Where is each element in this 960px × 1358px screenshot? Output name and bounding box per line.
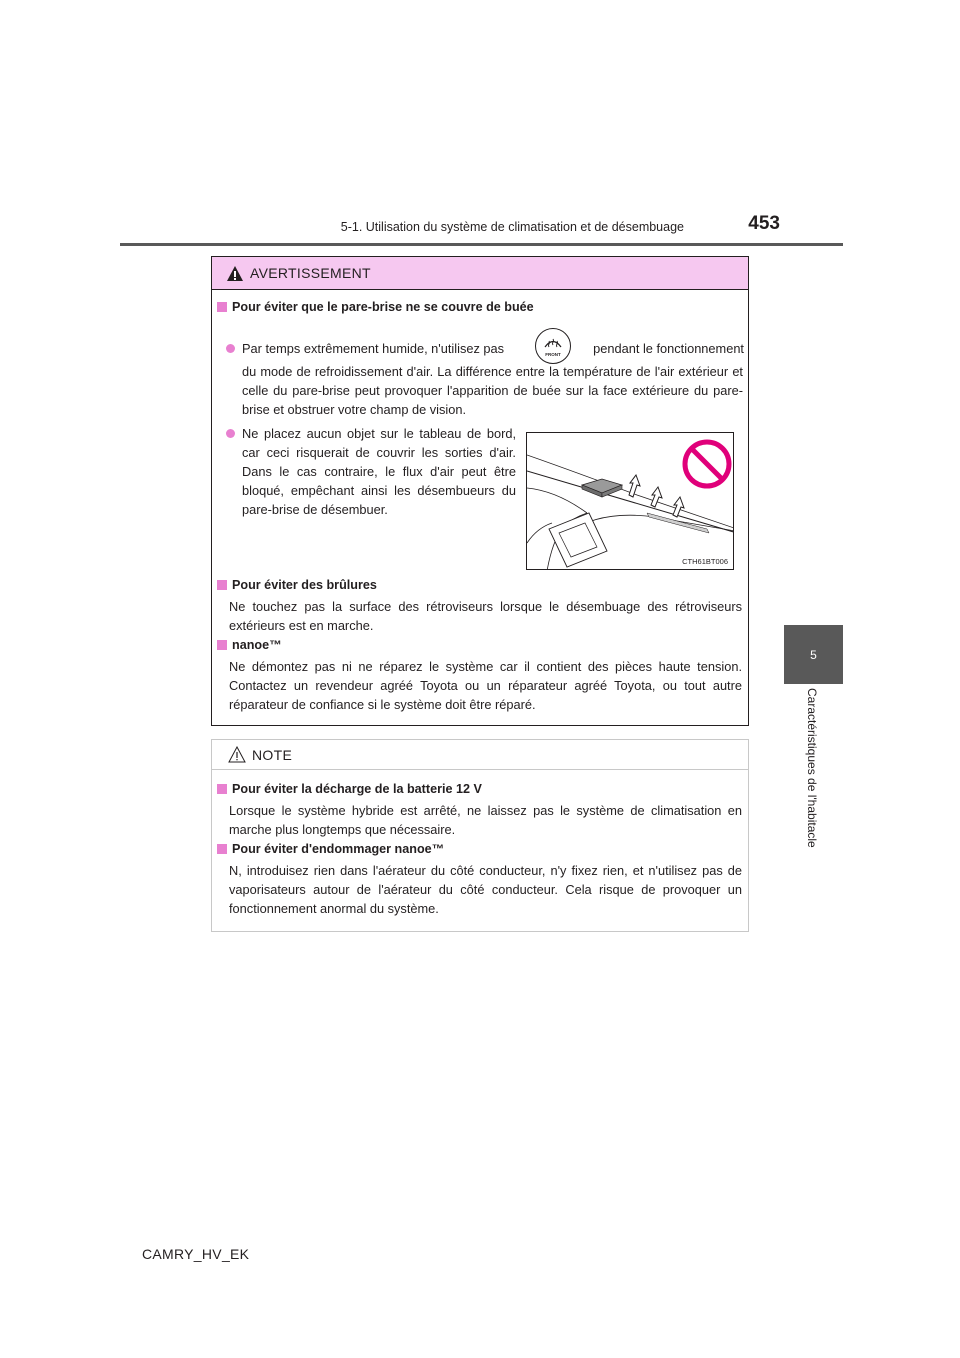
square-bullet-icon [217,580,227,590]
warning-triangle-icon [226,265,244,282]
warning-heading-fog [217,300,534,314]
note-title: NOTE [252,746,293,763]
chapter-side-label [800,688,824,868]
warning-item-humid-rest: du mode de refroidissement d'air. La différence entre la température de l'air extérieur et celle du pare-brise peut provoquer l'apparition de buée sur la face extérieure du pare-brise et obstruer votre champ de vision. [242,364,743,417]
item-dashboard-text: Ne placez aucun objet sur le tableau de bord, car ceci risquerait de couvrir les sorties d'air. Dans le cas contraire, le flux d'air peut être bloqué, empêchant ainsi les désembueurs du pare-brise de désembuer. [242,426,516,517]
warning-title: AVERTISSEMENT [250,265,371,281]
section-title: 5-1. Utilisation du système de climatisation et de désembuage [340,220,684,234]
note-battery-body: Lorsque le système hybride est arrêté, ne laissez pas le système de climatisation en marche plus longtemps que nécessaire. [229,803,742,837]
airflow-arrow-1 [629,475,640,497]
warning-heading-nanoe [217,638,282,652]
illustration-code: CTH61BT006 [682,557,728,566]
warning-heading-nanoe-text: nanoe™ [232,638,282,652]
prohibition-icon [685,442,729,486]
square-bullet-icon [217,844,227,854]
note-header [212,740,748,770]
square-bullet-icon [217,784,227,794]
chapter-title: Caractéristiques de l'habitacle [805,688,819,848]
airflow-arrow-3 [673,497,684,517]
warning-item-dashboard [242,424,516,519]
warning-heading-fog-text: Pour éviter que le pare-brise ne se couvre de buée [232,300,534,314]
chapter-tab [784,625,843,684]
item-humid-text-b: pendant le fonctionnement [593,341,744,356]
front-button-label: FRONT [545,352,561,357]
warning-nanoe-body: Ne démontez pas ni ne réparez le système car il contient des pièces haute tension. Contactez un revendeur agréé Toyota ou un réparateur agréé Toyota, ou tout autre réparateur de confiance si le système doit être réparé. [229,659,742,712]
item-humid-text-a: Par temps extrêmement humide, n'utilisez pas [242,341,505,356]
front-defroster-button-icon [534,327,572,365]
warning-burns-body: Ne touchez pas la surface des rétroviseurs lorsque le désembuage des rétroviseurs extérieurs est en marche. [229,599,742,633]
warning-header [212,257,748,290]
page-number: 453 [748,213,780,234]
round-bullet-icon [226,344,235,353]
note-heading-nanoe-text: Pour éviter d'endommager nanoe™ [232,842,445,856]
dashboard-vent-drawing [527,433,734,570]
note-nanoe-body: N, introduisez rien dans l'aérateur du côté conducteur, n'y fixez rien, et n'utilisez pas de vaporisateurs autour de l'aérateur du côté conducteur. Cela risque de provoquer un fonctionnement anormal du système. [229,863,742,916]
square-bullet-icon [217,640,227,650]
caution-triangle-icon [228,746,246,763]
note-heading-nanoe [217,842,444,856]
square-bullet-icon [217,302,227,312]
model-code: CAMRY_HV_EK [142,1246,250,1262]
airflow-arrow-2 [651,487,662,507]
header-divider [120,243,843,246]
chapter-number: 5 [810,647,817,662]
note-heading-battery-text: Pour éviter la décharge de la batterie 12 V [232,782,482,796]
dashboard-illustration [526,432,734,570]
warning-heading-burns [217,578,377,592]
note-heading-battery [217,782,482,796]
round-bullet-icon [226,429,235,438]
warning-heading-burns-text: Pour éviter des brûlures [232,578,377,592]
